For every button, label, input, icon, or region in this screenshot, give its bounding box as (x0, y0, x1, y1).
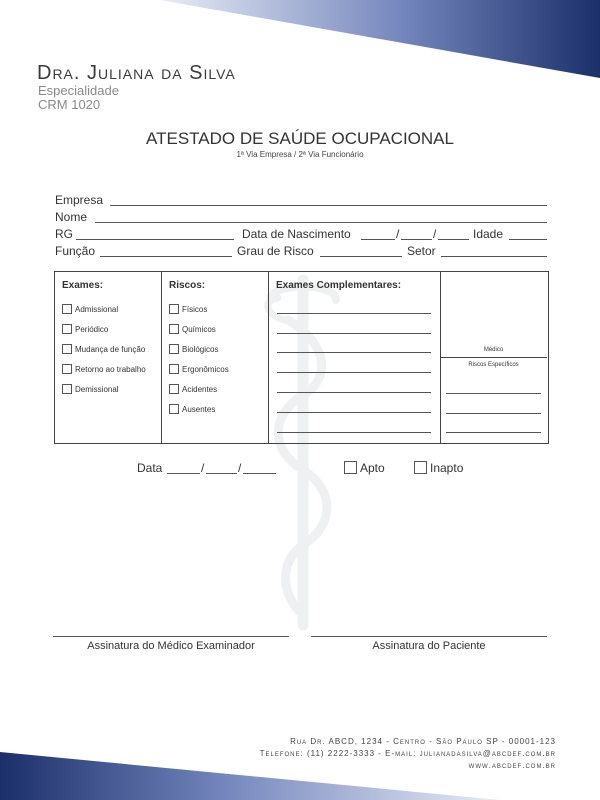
date-separator: / (433, 227, 437, 241)
nome-label: Nome (55, 210, 88, 224)
ausentes-checkbox[interactable] (169, 404, 179, 414)
retorno-trabalho-label: Retorno ao trabalho (75, 365, 146, 374)
riscos-heading: Riscos: (169, 280, 206, 291)
nome-field[interactable] (95, 222, 547, 223)
mudanca-funcao-label: Mudança de função (75, 345, 146, 354)
grau-risco-label: Grau de Risco (237, 244, 314, 258)
bottom-corner-band (0, 752, 500, 800)
complementar-line[interactable] (277, 392, 431, 393)
doctor-specialty: Especialidade (38, 83, 119, 98)
complementar-line[interactable] (277, 313, 431, 314)
nascimento-dia-field[interactable] (361, 239, 395, 240)
medico-signature-line[interactable] (53, 636, 289, 637)
nascimento-mes-field[interactable] (401, 239, 432, 240)
doctor-name: Dra. Juliana da Silva (37, 62, 236, 84)
biologicos-label: Biológicos (182, 345, 219, 354)
grau-risco-field[interactable] (320, 256, 402, 257)
nascimento-ano-field[interactable] (438, 239, 469, 240)
idade-label: Idade (473, 227, 504, 241)
acidentes-checkbox[interactable] (169, 384, 179, 394)
document-subtitle: 1ª Via Empresa / 2ª Via Funcionário (236, 150, 364, 159)
complementar-line[interactable] (277, 333, 431, 334)
biologicos-checkbox[interactable] (169, 344, 179, 354)
apto-checkbox[interactable] (344, 461, 357, 474)
ergonomicos-checkbox[interactable] (169, 364, 179, 374)
date-separator: / (396, 227, 400, 241)
date-separator: / (238, 461, 242, 475)
quimicos-label: Químicos (182, 325, 216, 334)
document-title: ATESTADO DE SAÚDE OCUPACIONAL (146, 129, 454, 148)
mudanca-funcao-checkbox[interactable] (62, 344, 72, 354)
medico-divider (440, 357, 547, 358)
idade-field[interactable] (509, 239, 547, 240)
data-ano-field[interactable] (243, 473, 276, 474)
complementares-heading: Exames Complementares: (276, 280, 402, 291)
complementar-line[interactable] (277, 372, 431, 373)
risco-especifico-line[interactable] (446, 393, 541, 394)
risco-especifico-line[interactable] (446, 413, 541, 414)
exames-heading: Exames: (62, 280, 104, 291)
footer-address: Rua Dr. ABCD, 1234 - Centro - São Paulo SP - 00001-123 (290, 737, 556, 746)
complementar-line[interactable] (277, 412, 431, 413)
demissional-checkbox[interactable] (62, 384, 72, 394)
ergonomicos-label: Ergonômicos (182, 365, 229, 374)
fisicos-label: Físicos (182, 305, 208, 314)
demissional-label: Demissional (75, 385, 119, 394)
empresa-field[interactable] (110, 205, 547, 206)
funcao-label: Função (55, 244, 96, 258)
column-divider (161, 271, 162, 443)
apto-label: Apto (360, 461, 385, 475)
periodico-checkbox[interactable] (62, 324, 72, 334)
complementar-line[interactable] (277, 432, 431, 433)
ausentes-label: Ausentes (182, 405, 216, 414)
admissional-label: Admissional (75, 305, 119, 314)
funcao-field[interactable] (100, 256, 232, 257)
date-separator: / (201, 461, 205, 475)
empresa-label: Empresa (55, 193, 104, 207)
footer-website[interactable]: www.abcdef.com.br (468, 761, 556, 770)
footer-phone: Telefone: (11) 2222-3333 - E-mail: julianadasilva@abcdef.com.br (259, 749, 556, 758)
rg-field[interactable] (76, 239, 234, 240)
column-divider (268, 271, 269, 443)
rg-label: RG (55, 227, 73, 241)
complementar-line[interactable] (277, 352, 431, 353)
inapto-label: Inapto (430, 461, 464, 475)
fisicos-checkbox[interactable] (169, 304, 179, 314)
medico-label: Médico (483, 347, 504, 353)
paciente-signature-label: Assinatura do Paciente (372, 640, 486, 652)
periodico-label: Periódico (75, 325, 109, 334)
quimicos-checkbox[interactable] (169, 324, 179, 334)
doctor-crm: CRM 1020 (38, 97, 101, 112)
inapto-checkbox[interactable] (414, 461, 427, 474)
setor-field[interactable] (441, 256, 547, 257)
data-dia-field[interactable] (167, 473, 200, 474)
data-label: Data (137, 461, 163, 475)
data-nascimento-label: Data de Nascimento (242, 227, 351, 241)
setor-label: Setor (407, 244, 436, 258)
data-mes-field[interactable] (206, 473, 237, 474)
retorno-trabalho-checkbox[interactable] (62, 364, 72, 374)
paciente-signature-line[interactable] (311, 636, 547, 637)
admissional-checkbox[interactable] (62, 304, 72, 314)
acidentes-label: Acidentes (182, 385, 218, 394)
riscos-especificos-label: Riscos Específicos (468, 362, 519, 368)
medico-signature-label: Assinatura do Médico Examinador (87, 640, 255, 652)
risco-especifico-line[interactable] (446, 432, 541, 433)
